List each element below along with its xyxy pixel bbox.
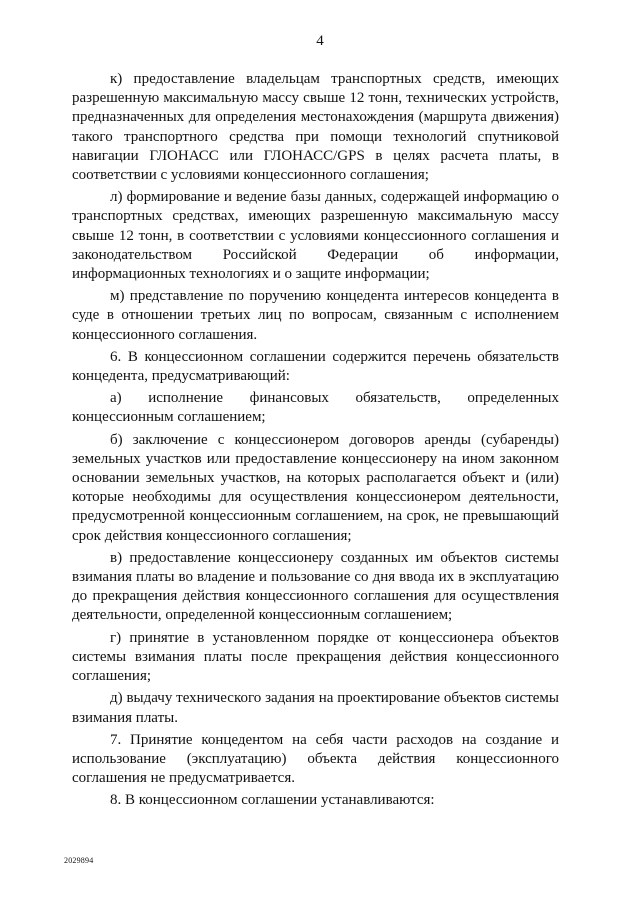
- document-code: 2029894: [64, 856, 94, 865]
- paragraph-k: к) предоставление владельцам транспортных средств, имеющих разрешенную максимальную массу свыше 12 тонн, технических устройств, предназначенных для определения местонахождения (маршрута движения) такого транспортного средства при помощи технологий спутниковой навигации ГЛОНАСС или ГЛОНАСС/GPS в целях расчета платы, в соответствии с условиями концессионного соглашения;: [72, 71, 559, 184]
- paragraph-l: л) формирование и ведение базы данных, содержащей информацию о транспортных средствах, имеющих разрешенную максимальную массу свыше 12 тонн, в соответствии с условиями концессионного соглашения и законодательством Российской Федерации об информации, информационных технологиях и о защите информации;: [72, 189, 559, 283]
- paragraph-8: 8. В концессионном соглашении устанавливаются:: [110, 792, 435, 809]
- paragraph-6a: а) исполнение финансовых обязательств, определенных концессионным соглашением;: [72, 390, 559, 426]
- paragraph-6d: д) выдачу технического задания на проектирование объектов системы взимания платы.: [72, 690, 559, 726]
- paragraph-6b: б) заключение с концессионером договоров аренды (субаренды) земельных участков или предоставление концессионеру на ином законном основании земельных участков, на которых располагается объект и (или) которые необходимы для осуществления концессионером деятельности, предусмотренной концессионным соглашением, на срок, не превышающий срок действия концессионного соглашения;: [72, 431, 559, 544]
- paragraph-6: 6. В концессионном соглашении содержится перечень обязательств концедента, предусматривающий:: [72, 348, 559, 385]
- paragraph-7: 7. Принятие концедентом на себя части расходов на создание и использование (эксплуатацию) объекта действия концессионного соглашения не предусматривается.: [72, 731, 559, 787]
- paragraph-6g: г) принятие в установленном порядке от концессионера объектов системы взимания платы после прекращения действия концессионного соглашения;: [72, 629, 559, 685]
- paragraph-m: м) представление по поручению концедента интересов концедента в суде в отношении третьих лиц по вопросам, связанным с исполнением концессионного соглашения.: [72, 288, 559, 343]
- document-body: [72, 70, 559, 811]
- paragraph-6v: в) предоставление концессионеру созданных им объектов системы взимания платы во владение и пользование со дня ввода их в эксплуатацию до прекращения действия концессионного соглашения для осуществления деятельности, определенной концессионным соглашением;: [72, 549, 559, 624]
- page-number: 4: [316, 33, 324, 49]
